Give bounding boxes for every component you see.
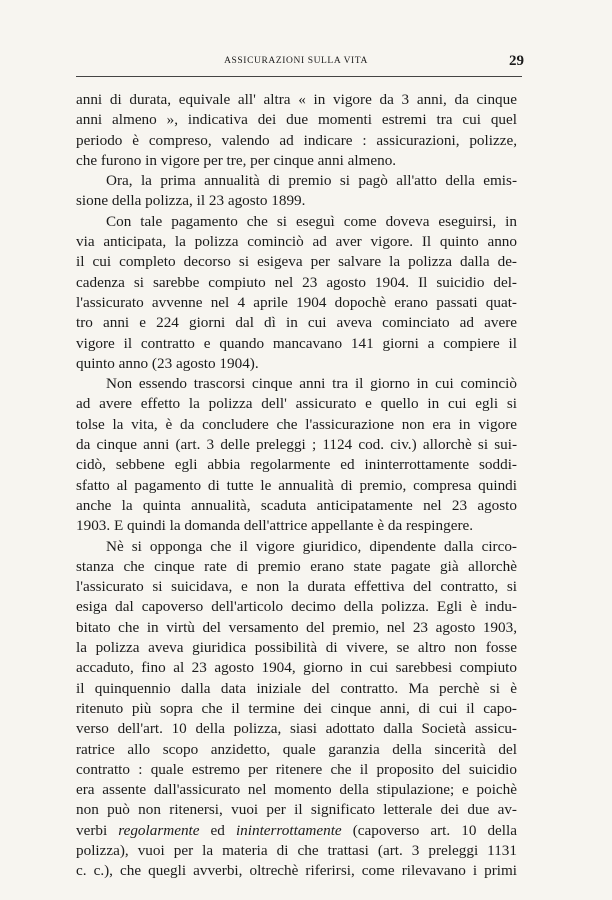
text-line: il cui completo decorso si esigeva per salvare la polizza dalla de- [76,253,517,271]
text-line: era assente dall'assicurato nel momento della stipulazione; e poichè [76,781,517,799]
running-title: ASSICURAZIONI SULLA VITA [224,56,368,66]
text-line: che furono in vigore per tre, per cinque anni almeno. [76,151,397,169]
header-rule [76,76,522,77]
text-line: contratto : quale estremo per ritenere che il proposito del suicidio [76,760,517,778]
text-line: Nè si opponga che il vigore giuridico, dipendente dalla circo- [106,537,517,555]
text-line: sione della polizza, il 23 agosto 1899. [76,192,306,210]
text-span: verbi [76,821,119,839]
text-line: da cinque anni (art. 3 delle preleggi ; 1124 cod. civ.) allorchè si sui- [76,436,517,454]
text-line: tolse la vita, è da concludere che l'assicurazione non era in vigore [76,415,517,433]
text-line: 1903. E quindi la domanda dell'attrice appellante è da respingere. [76,517,474,535]
text-line: anche la quinta annualità, scaduta anticipatamente nel 23 agosto [76,496,517,514]
italic-word: ininterrottamente [235,821,342,839]
text-line: Ora, la prima annualità di premio si pagò all'atto della emis- [106,172,517,190]
text-line: non può non ritenersi, vuoi per il significato letterale dei due av- [76,801,517,819]
text-line: accaduto, fino al 23 agosto 1904, giorno in cui sarebbesi compiuto [76,659,517,677]
italic-word: regolarmente [118,821,200,839]
text-line-with-italics [76,821,517,841]
text-line: ratrice allo scopo anzidetto, quale garanzia della sincerità del [76,740,517,758]
text-line: ritenuto più sopra che il termine dei cinque anni, di cui il capo- [76,699,517,717]
text-span: (capoverso art. 10 della [341,821,517,839]
text-line: periodo è compreso, valendo ad indicare : assicurazioni, polizze, [76,131,517,149]
text-line: cadenza si sarebbe compiuto nel 23 agosto 1904. Il suicidio del- [76,273,517,291]
text-line: anni almeno », indicativa dei due momenti estremi tra cui quel [76,111,517,129]
text-line: Non essendo trascorsi cinque anni tra il giorno in cui cominciò [106,375,517,393]
text-line: verso dell'art. 10 della polizza, siasi adottato dalla Società assicu- [76,720,517,738]
text-line: vigore il contratto e quando mancavano 141 giorni a compiere il [76,334,517,352]
text-line: anni di durata, equivale all' altra « in vigore da 3 anni, da cinque [76,91,517,108]
text-line: via anticipata, la polizza cominciò ad aver vigore. Il quinto anno [76,233,517,251]
text-line: cidò, sebbene egli abbia regolarmente ed ininterrottamente soddi- [76,456,517,474]
text-line: il quinquennio dalla data iniziale del contratto. Ma perchè si è [76,679,517,697]
text-line: stanza che cinque rate di premio erano state pagate già allorchè [76,557,517,575]
text-line: la polizza aveva giuridica possibilità di vivere, se altro non fosse [76,639,517,657]
text-span: ed [199,821,236,839]
body-text [76,90,517,882]
text-line: ad avere effetto la polizza dell' assicurato e quello in cui egli si [76,395,517,413]
text-line: esiga dal capoverso dell'articolo decimo della polizza. Egli è indu- [76,598,517,616]
text-line: l'assicurato si suicidava, e non la durata effettiva del contratto, si [76,578,517,596]
text-line: Con tale pagamento che si eseguì come doveva eseguirsi, in [106,212,517,230]
text-line: quinto anno (23 agosto 1904). [76,354,259,372]
text-line: polizza), vuoi per la materia di che trattasi (art. 3 preleggi 1131 [76,841,517,859]
text-line: c. c.), che quegli avverbi, oltrechè riferirsi, come rilevavano i primi [76,862,517,880]
text-line: tro anni e 224 giorni dal dì in cui aveva cominciato ad avere [76,314,517,332]
text-line: l'assicurato avvenne nel 4 aprile 1904 dopochè erano passati quat- [76,293,517,311]
text-line: bitato che in virtù del versamento del premio, nel 23 agosto 1903, [76,618,517,636]
text-line: sfatto al pagamento di tutte le annualità di premio, compresa quindi [76,476,517,494]
page-number: 29 [509,53,524,69]
